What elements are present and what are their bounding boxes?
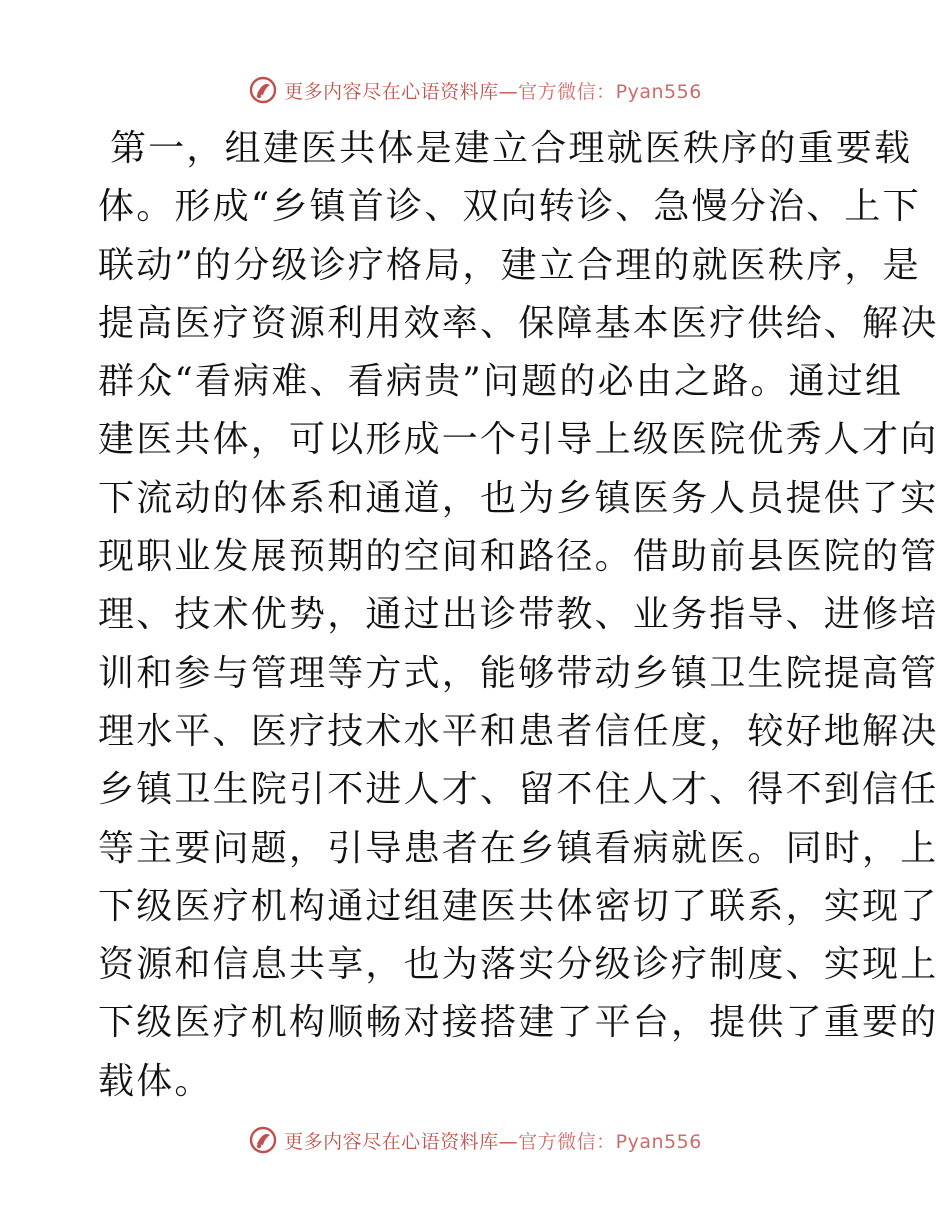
paragraph-line: 乡镇卫生院引不进人才、留不住人才、得不到信任: [98, 769, 939, 811]
paragraph-line: 联动”的分级诊疗格局，建立合理的就医秩序，是: [98, 244, 921, 286]
logo-icon: [248, 75, 278, 105]
header-banner-text: [284, 77, 702, 104]
paragraph-line: 下级医疗机构顺畅对接搭建了平台，提供了重要的: [98, 1002, 939, 1044]
paragraph-line: 提高医疗资源利用效率、保障基本医疗供给、解决: [98, 302, 939, 344]
paragraph-line: 理水平、医疗技术水平和患者信任度，较好地解决: [98, 710, 939, 752]
paragraph-line: 群众“看病难、看病贵”问题的必由之路。通过组: [98, 361, 904, 403]
footer-banner-wechat: 官方微信：Pyan556: [518, 1130, 702, 1153]
footer-banner-title: 更多内容尽在心语资料库—: [284, 1130, 519, 1153]
paragraph-line: 等主要问题，引导患者在乡镇看病就医。同时，上: [98, 827, 939, 869]
paragraph-line: 下级医疗机构通过组建医共体密切了联系，实现了: [98, 885, 939, 927]
paragraph-line: 资源和信息共享，也为落实分级诊疗制度、实现上: [98, 944, 939, 986]
paragraph-line: 第一，组建医共体是建立合理就医秩序的重要载: [110, 128, 913, 169]
paragraph-line: 训和参与管理等方式，能够带动乡镇卫生院提高管: [98, 652, 939, 694]
paragraph-line: 现职业发展预期的空间和路径。借助前县医院的管: [98, 536, 939, 578]
header-banner: [0, 70, 950, 110]
paragraph-line: 下流动的体系和通道，也为乡镇医务人员提供了实: [98, 477, 939, 519]
header-banner-title: 更多内容尽在心语资料库—: [284, 80, 519, 103]
document-paragraph: [98, 120, 939, 1111]
footer-banner: [0, 1120, 950, 1160]
footer-banner-text: [284, 1127, 702, 1154]
logo-icon: [248, 1125, 278, 1155]
paragraph-line: 理、技术优势，通过出诊带教、业务指导、进修培: [98, 594, 939, 636]
paragraph-line: 建医共体，可以形成一个引导上级医院优秀人才向: [98, 419, 939, 461]
paragraph-line: 载体。: [98, 1060, 213, 1102]
paragraph-line: 体。形成“乡镇首诊、双向转诊、急慢分治、上下: [98, 186, 921, 228]
header-banner-wechat: 官方微信：Pyan556: [518, 80, 702, 103]
